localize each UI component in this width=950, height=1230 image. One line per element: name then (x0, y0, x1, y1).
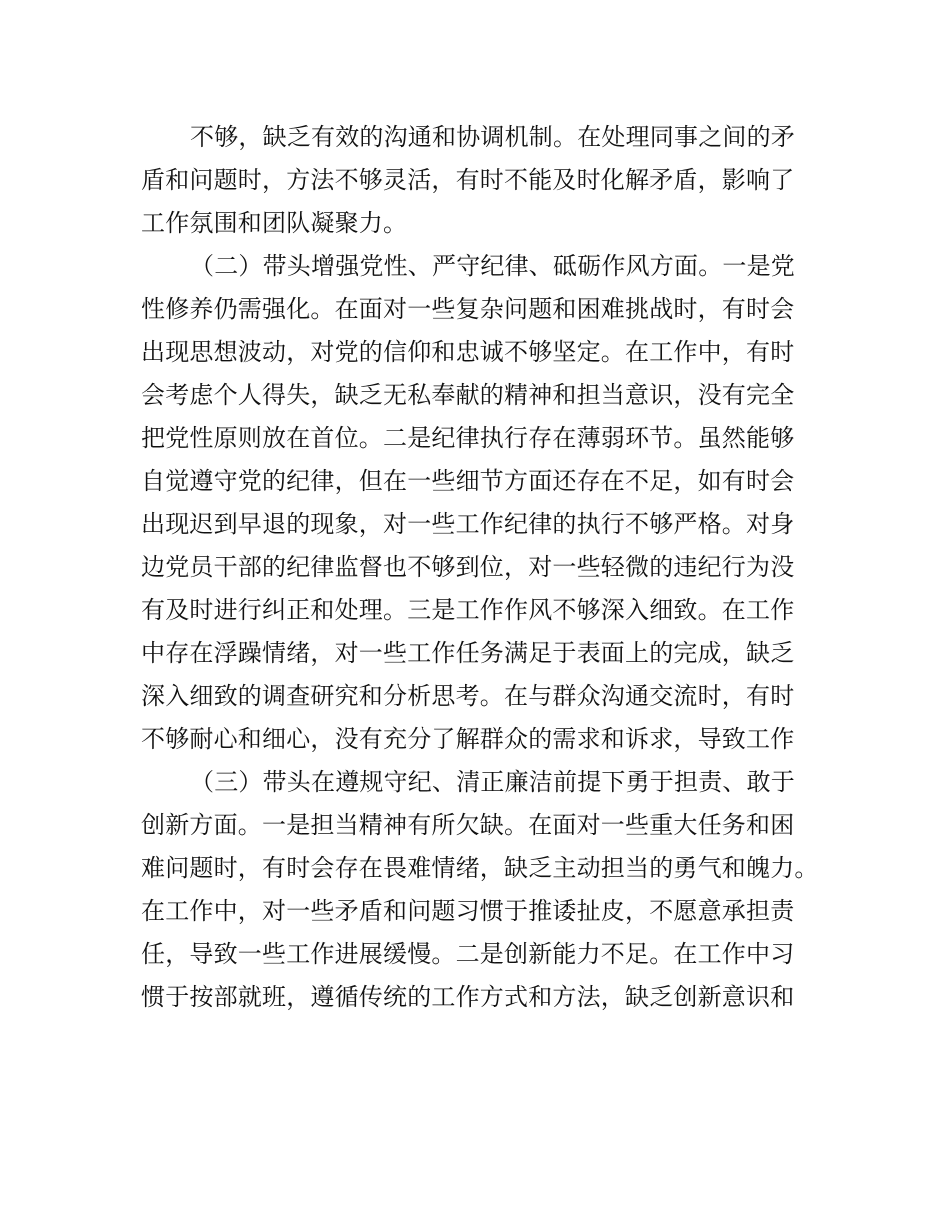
text-line: 深入细致的调查研究和分析思考。在与群众沟通交流时，有时 (141, 682, 795, 710)
text-line: 会考虑个人得失，缺乏无私奉献的精神和担当意识，没有完全 (141, 381, 795, 409)
section-heading-line: （二）带头增强党性、严守纪律、砥砺作风方面。一是党 (190, 252, 795, 280)
text-line: 创新方面。一是担当精神有所欠缺。在面对一些重大任务和困 (141, 811, 795, 839)
text-line: 有及时进行纠正和处理。三是工作作风不够深入细致。在工作 (141, 596, 795, 624)
text-line: 任，导致一些工作进展缓慢。二是创新能力不足。在工作中习 (141, 940, 795, 968)
document-page (141, 116, 819, 1019)
text-line: 工作氛围和团队凝聚力。 (141, 209, 408, 237)
text-line: 不够耐心和细心，没有充分了解群众的需求和诉求，导致工作 (141, 725, 795, 753)
paragraph-section-2 (141, 245, 811, 761)
text-line: 性修养仍需强化。在面对一些复杂问题和困难挑战时，有时会 (141, 295, 795, 323)
text-line: 出现思想波动，对党的信仰和忠诚不够坚定。在工作中，有时 (141, 338, 795, 366)
text-line: 惯于按部就班，遵循传统的工作方式和方法，缺乏创新意识和 (141, 983, 795, 1011)
text-line: 在工作中，对一些矛盾和问题习惯于推诿扯皮，不愿意承担责 (141, 897, 795, 925)
paragraph-section-3 (141, 761, 819, 1019)
section-heading-line: （三）带头在遵规守纪、清正廉洁前提下勇于担责、敢于 (190, 768, 795, 796)
text-line: 自觉遵守党的纪律，但在一些细节方面还存在不足，如有时会 (141, 467, 795, 495)
text-line: 不够，缺乏有效的沟通和协调机制。在处理同事之间的矛 (190, 123, 795, 151)
text-line: 难问题时，有时会存在畏难情绪，缺乏主动担当的勇气和魄力。 (141, 854, 819, 882)
text-line: 把党性原则放在首位。二是纪律执行存在薄弱环节。虽然能够 (141, 424, 795, 452)
paragraph-continuation (141, 116, 811, 245)
text-line: 盾和问题时，方法不够灵活，有时不能及时化解矛盾，影响了 (141, 166, 795, 194)
text-line: 出现迟到早退的现象，对一些工作纪律的执行不够严格。对身 (141, 510, 795, 538)
text-line: 边党员干部的纪律监督也不够到位，对一些轻微的违纪行为没 (141, 553, 795, 581)
text-line: 中存在浮躁情绪，对一些工作任务满足于表面上的完成，缺乏 (141, 639, 795, 667)
